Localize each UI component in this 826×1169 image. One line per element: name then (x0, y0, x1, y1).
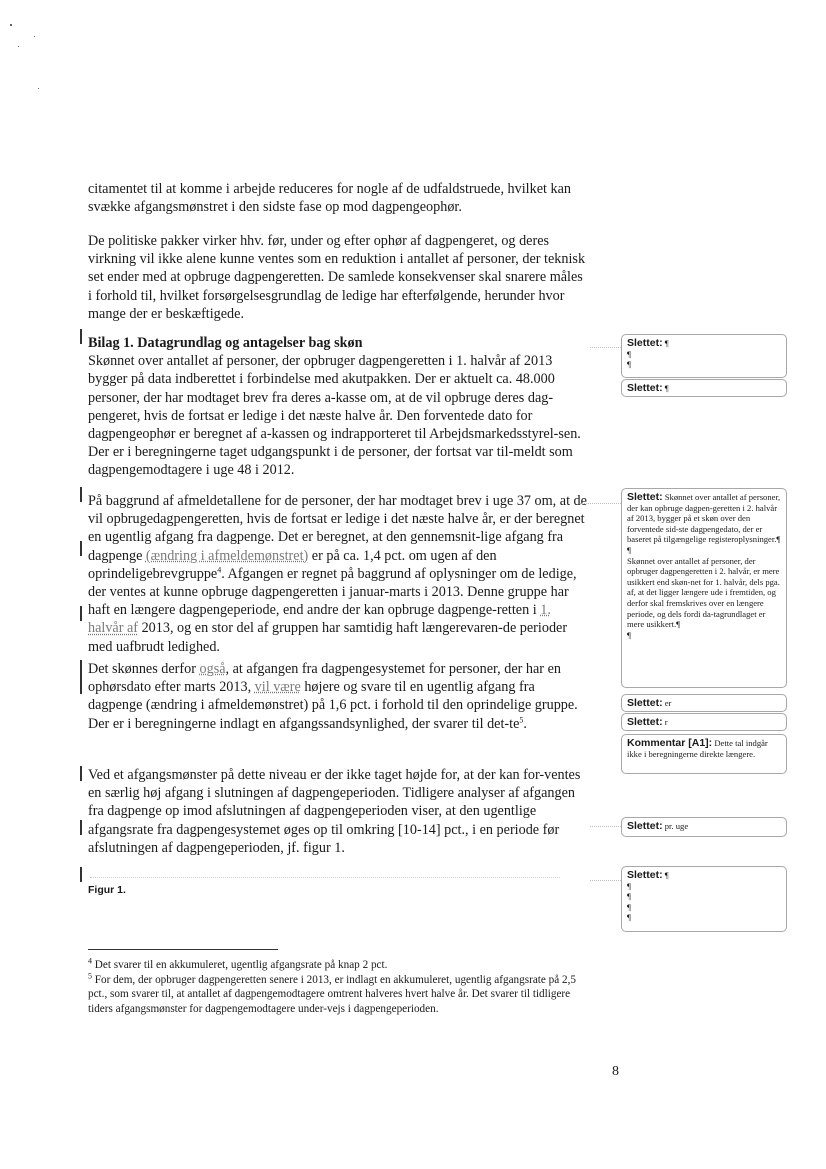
change-bar (80, 329, 82, 344)
footnote-text: For dem, der opbruger dagpengeretten senere i 2013, er indlagt en akkumuleret, ugentlig afgangsrate på 2,5 pct., som svarer til, at antallet af dagpengemodtagere omtrent halveres hvert halve år. Det svarer til tidligere tiders afgangsmønster for dagpengemodtagere under-vejs i dagpengeperioden. (88, 973, 577, 1015)
balloon-connector (580, 503, 621, 504)
balloon-text: Skønnet over antallet af personer, der kan opbruge dagpen-geretten i 2. halvår af 2013, bygger på et skøn over den forventede sid-ste dagpengedato, der er baseret på tilgængelige registeroplysninger.¶ (627, 492, 781, 545)
body-paragraph (88, 180, 588, 216)
balloon-label: Slettet: (627, 869, 663, 881)
footnote (88, 958, 578, 973)
tracked-insertion: (ændring i afmeldemønstret) (145, 547, 309, 564)
footnote-number: 4 (88, 956, 92, 966)
text-run: . (523, 715, 527, 732)
change-bar (80, 766, 82, 781)
balloon-text: Dette tal indgår ikke i beregningerne direkte længere. (627, 738, 768, 759)
balloon-text: r (662, 717, 668, 727)
deletion-balloon[interactable] (621, 379, 787, 397)
deletion-balloon[interactable] (621, 488, 787, 688)
footnote (88, 970, 578, 1017)
balloon-text: ¶ (662, 338, 669, 348)
balloon-text: ¶ (627, 901, 631, 912)
scan-speck (10, 24, 12, 26)
section-heading: Bilag 1. Datagrundlag og antagelser bag skøn (88, 335, 363, 351)
balloon-text: pr. uge (662, 821, 689, 831)
tracked-insertion: også (199, 661, 226, 677)
balloon-text: ¶ (662, 870, 669, 880)
balloon-text: ¶ (627, 544, 631, 555)
text-run: . Afgangen er regnet på baggrund af oplysninger om de ledige, der ventes at kunne opbruge dagpengeretten i januar-marts i 2013. Denne gruppe har haft en længere dagpengeperiode, end andre der kan opbruge dagpenge-retten i (88, 565, 577, 619)
deletion-balloon[interactable] (621, 866, 787, 932)
body-paragraph (88, 766, 588, 857)
footnote-separator (88, 949, 278, 950)
balloon-label: Slettet: (627, 491, 663, 503)
paragraph-text (88, 660, 588, 733)
balloon-label: Slettet: (627, 337, 663, 349)
body-paragraph (88, 492, 588, 656)
balloon-label: Slettet: (627, 697, 663, 709)
page-number: 8 (612, 1064, 619, 1079)
balloon-label: Kommentar [A1]: (627, 737, 713, 749)
change-bar (80, 487, 82, 502)
text-run: 2013, og en stor del af gruppen har samtidig haft længerevaren-de perioder med uafbrudt ledighed. (88, 620, 568, 655)
figure-caption: Figur 1. (88, 884, 126, 896)
balloon-text: ¶ (627, 359, 631, 370)
change-bar (80, 867, 82, 882)
text-run: På baggrund af afmeldetallene for de personer, der har modtaget brev i uge 37 om, at de vil opbrugedagpengeretten, hvis de fortsat er ledige i det næste halve år, er der beregnet en ugentlig afgang fra dagpenge. Det er beregnet, at den gennemsnit-lige afgang fra dagpenge (88, 493, 587, 564)
balloon-connector (590, 347, 621, 348)
balloon-text: ¶ (627, 891, 631, 902)
balloon-text: ¶ (627, 880, 631, 891)
change-bar (80, 820, 82, 835)
balloon-text: ¶ (627, 348, 631, 359)
comment-balloon[interactable] (621, 734, 787, 774)
scan-speck (34, 36, 35, 37)
balloon-text: ¶ (662, 383, 669, 393)
body-paragraph (88, 232, 588, 323)
scan-speck (18, 46, 19, 47)
paragraph-text: citamentet til at komme i arbejde reduceres for nogle af de udfaldstruede, hvilket kan svække afgangsmønstret i den sidste fase op mod dagpengeophør. (88, 181, 571, 216)
balloon-label: Slettet: (627, 820, 663, 832)
balloon-label: Slettet: (627, 382, 663, 394)
footnote-text: Det svarer til en akkumuleret, ugentlig afgangsrate på knap 2 pct. (92, 959, 388, 971)
change-bar (80, 660, 82, 694)
figure-placeholder-line (90, 877, 560, 878)
paragraph-text (88, 492, 588, 656)
change-bar (80, 606, 82, 621)
balloon-text: ¶ (627, 629, 631, 640)
balloon-connector (590, 826, 621, 827)
scan-speck (38, 88, 39, 89)
balloon-connector (590, 880, 621, 881)
footnotes (88, 958, 578, 1016)
tracked-insertion: vil være (254, 679, 301, 696)
paragraph-text: De politiske pakker virker hhv. før, under og efter ophør af dagpengeret, og deres virkning vil ikke alene kunne ventes som en reduktion i antallet af personer, der teknisk set ender med at opbruge dagpengeretten. De samlede konsekvenser skal snarere måles i forhold til, hvilket forsørgelsesgrundlag de ledige har efterfølgende, herunder hvor mange der er beskæftigede. (88, 233, 586, 322)
text-run: højere og svare til en ugentlig afgang fra dagpenge (ændring i afmeldemønstret) på 1,6 pct. i forhold til den oprindelige gruppe. Der er i beregningerne indlagt en afgangssandsynlighed, der svarer til det-te (88, 679, 578, 732)
deletion-balloon[interactable] (621, 694, 787, 712)
tracked-insertion: 1. halvår af (88, 602, 551, 637)
change-bar (80, 541, 82, 556)
paragraph-text: Skønnet over antallet af personer, der opbruger dagpengeretten i 1. halvår af 2013 bygger på data indberettet i forbindelse med akutpakken. Der er aktuelt ca. 48.000 personer, der har modtaget brev fra deres a-kasse om, at de vil opbruge deres dag-pengeret, hvis de fortsat er ledige i det næste halve år. Den forventede dato for dagpengeophør er beregnet af a-kassen og indrapporteret til Arbejdsmarkedsstyrel-sen. Der er i beregningerne taget udgangspunkt i de personer, der fortsat var til-meldt som dagpengemodtagere i uge 48 i 2012. (88, 353, 581, 479)
deletion-balloon[interactable] (621, 334, 787, 378)
paragraph-text: Ved et afgangsmønster på dette niveau er der ikke taget højde for, at der kan for-ventes en særlig høj afgang i slutningen af dagpengeperioden. Tidligere analyser af afgangen fra dagpenge op imod afslutningen af dagpengeperioden viser, at den ugentlige afgangsrate fra dagpengesystemet øges op til omkring [10-14] pct., i en periode før afslutningen af dagpengeperioden, jf. figur 1. (88, 767, 581, 856)
footnote-ref[interactable]: 4 (217, 565, 222, 575)
body-paragraph (88, 660, 588, 733)
text-run: , at afgangen fra dagpengesystemet for personer, der har en ophørsdato efter marts 2013, (88, 661, 561, 696)
deletion-balloon[interactable] (621, 817, 787, 837)
appendix-section (88, 334, 588, 480)
deletion-balloon[interactable] (621, 713, 787, 731)
footnote-number: 5 (88, 970, 92, 980)
balloon-text: Skønnet over antallet af personer, der opbruger dagpengeretten i 2. halvår, er mere usikkert end skøn-net for 1. halvår, dels pga. af, at det ligger længere ude i fremtiden, og derfor skal fremskrives over en længere periode, og dels fordi da-tagrundlaget er mere usikkert.¶ (627, 555, 780, 630)
text-run: Det skønnes derfor (88, 661, 200, 677)
balloon-text: er (662, 698, 672, 708)
text-run: er på ca. 1,4 pct. om ugen af den oprindeligebrevgruppe (88, 547, 497, 582)
balloon-text: ¶ (627, 912, 631, 923)
balloon-label: Slettet: (627, 716, 663, 728)
footnote-ref[interactable]: 5 (519, 714, 524, 724)
